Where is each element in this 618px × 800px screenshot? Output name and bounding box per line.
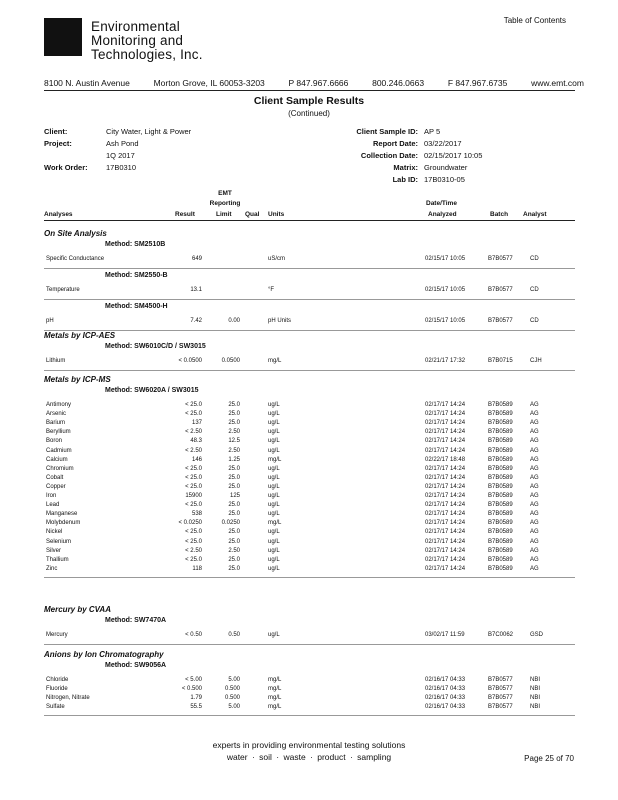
- cell-analyte: Lithium: [46, 358, 66, 364]
- cell-analyzed: 02/17/17 14:24: [425, 520, 466, 527]
- cell-analyzed: 02/17/17 14:24: [425, 474, 466, 481]
- cell-analyst: AG: [530, 438, 539, 445]
- cell-result: < 0.500: [181, 686, 202, 693]
- cell-batch: B7B0589: [488, 411, 513, 418]
- cell-limit: 2.50: [228, 547, 240, 554]
- cell-analyst: AG: [530, 474, 539, 481]
- cell-units: mg/L: [268, 358, 282, 364]
- cell-analyte: Chloride: [46, 677, 69, 683]
- col-header-datetime: Date/Time: [426, 200, 457, 207]
- cell-result: < 25.0: [185, 465, 202, 472]
- cell-limit: 25.0: [228, 402, 240, 408]
- cell-units: ug/L: [268, 511, 280, 518]
- cell-analyst: AG: [530, 520, 539, 527]
- cell-analyte: Beryllium: [46, 429, 71, 436]
- client-label: Client:: [44, 127, 68, 136]
- cell-batch: B7B0589: [488, 565, 513, 572]
- cell-units: pH Units: [268, 318, 292, 324]
- table-row: [0, 520, 618, 529]
- cell-analyzed: 02/17/17 14:24: [425, 547, 466, 554]
- cell-units: ug/L: [268, 483, 280, 490]
- cell-units: ug/L: [268, 429, 280, 436]
- cell-analyte: Selenium: [46, 538, 72, 545]
- table-row: [0, 411, 618, 420]
- cell-analyzed: 02/16/17 04:33: [425, 704, 466, 711]
- table-row: [0, 686, 618, 695]
- company-address: 8100 N. Austin Avenue Morton Grove, IL 60053-3203 P 847.967.6666 800.246.0663 F 847.967.6735 www.emt.com: [44, 78, 584, 88]
- cell-batch: B7B0577: [488, 256, 513, 262]
- cell-result: 55.5: [190, 704, 202, 711]
- cell-analyzed: 02/17/17 14:24: [425, 511, 466, 518]
- table-row: [0, 677, 618, 686]
- cell-limit: 5.00: [228, 704, 240, 711]
- cell-limit: 0.50: [228, 632, 240, 638]
- cell-limit: 25.0: [228, 538, 240, 545]
- report-date-label: Report Date:: [372, 139, 418, 148]
- method-label: Method: SM2550-B: [105, 272, 168, 279]
- table-row: [0, 557, 618, 566]
- cell-analyzed: 02/17/17 14:24: [425, 447, 466, 454]
- cell-units: ug/L: [268, 420, 280, 427]
- cell-limit: 25.0: [228, 556, 240, 563]
- cell-units: ug/L: [268, 538, 280, 545]
- cell-batch: B7B0589: [488, 402, 513, 408]
- cell-batch: B7B0715: [488, 358, 513, 364]
- cell-batch: B7B0589: [488, 520, 513, 527]
- cell-units: ug/L: [268, 565, 280, 572]
- cell-batch: B7B0589: [488, 420, 513, 427]
- cell-limit: 25.0: [228, 529, 240, 536]
- cell-units: ug/L: [268, 556, 280, 563]
- cell-units: ug/L: [268, 547, 280, 554]
- cell-analyst: AG: [530, 538, 539, 545]
- footer-services: water · soil · waste · product · sampling: [226, 752, 392, 762]
- method-label: Method: SW9056A: [105, 662, 167, 669]
- table-row: [0, 484, 618, 493]
- cell-analyte: pH: [46, 318, 54, 324]
- cell-analyzed: 02/16/17 04:33: [425, 695, 466, 702]
- cell-analyzed: 02/15/17 10:05: [425, 256, 466, 262]
- cell-analyst: NBI: [530, 677, 541, 683]
- cell-analyte: Specific Conductance: [46, 256, 105, 262]
- cell-analyzed: 02/17/17 14:24: [425, 420, 466, 427]
- cell-limit: 0.00: [228, 318, 240, 324]
- cell-result: < 25.0: [185, 502, 202, 509]
- cell-batch: B7B0589: [488, 429, 513, 436]
- table-row: [0, 704, 618, 713]
- cell-result: 1.79: [190, 695, 202, 702]
- cell-analyzed: 02/15/17 10:05: [425, 318, 466, 324]
- row-divider: [44, 299, 575, 300]
- cell-analyst: AG: [530, 402, 539, 408]
- cell-limit: 2.50: [228, 447, 240, 454]
- row-divider: [44, 268, 575, 269]
- col-header-analyzed: Analyzed: [428, 211, 457, 218]
- cell-analyst: AG: [530, 511, 539, 518]
- cell-batch: B7B0589: [488, 438, 513, 445]
- cell-analyte: Nickel: [46, 529, 63, 536]
- cell-analyzed: 02/17/17 14:24: [425, 402, 466, 408]
- cell-batch: B7C0062: [488, 632, 514, 638]
- project-period: 1Q 2017: [106, 151, 135, 160]
- cell-result: 137: [191, 420, 202, 427]
- cell-result: < 25.0: [185, 529, 202, 536]
- section-title: Metals by ICP-AES: [44, 331, 116, 340]
- cell-analyte: Iron: [46, 493, 57, 499]
- report-subtitle: (Continued): [288, 109, 330, 118]
- cell-result: < 25.0: [185, 556, 202, 563]
- footer-tagline: experts in providing environmental testing solutions: [212, 740, 406, 750]
- cell-analyst: AG: [530, 502, 539, 509]
- table-row: [0, 566, 618, 575]
- table-row: [0, 466, 618, 475]
- cell-analyte: Calcium: [46, 456, 68, 463]
- cell-units: mg/L: [268, 456, 282, 463]
- cell-analyte: Arsenic: [46, 411, 67, 418]
- cell-units: ug/L: [268, 465, 280, 472]
- cell-analyst: AG: [530, 429, 539, 436]
- cell-batch: B7B0589: [488, 538, 513, 545]
- cell-batch: B7B0589: [488, 529, 513, 536]
- cell-analyzed: 02/17/17 14:24: [425, 483, 466, 490]
- method-label: Method: SW6020A / SW3015: [105, 387, 199, 394]
- report-date-value: 03/22/2017: [424, 139, 462, 148]
- cell-analyst: CD: [530, 318, 539, 324]
- cell-limit: 125: [229, 493, 240, 499]
- cell-limit: 25.0: [228, 420, 240, 427]
- cell-analyte: Zinc: [46, 565, 58, 572]
- cell-result: 538: [191, 511, 202, 518]
- table-row: [0, 402, 618, 411]
- cell-analyte: Cobalt: [46, 474, 64, 481]
- cell-analyte: Manganese: [46, 511, 78, 518]
- section-title: Metals by ICP-MS: [44, 375, 111, 384]
- method-label: Method: SM4500-H: [105, 303, 168, 310]
- cell-analyst: AG: [530, 529, 539, 536]
- cell-analyte: Silver: [46, 547, 62, 554]
- cell-analyst: GSD: [530, 632, 544, 638]
- cell-analyte: Nitrogen, Nitrate: [46, 695, 90, 702]
- cell-analyst: AG: [530, 420, 539, 427]
- collection-date-label: Collection Date:: [360, 151, 418, 160]
- section-title: Mercury by CVAA: [44, 605, 111, 614]
- cell-analyst: NBI: [530, 695, 541, 702]
- cell-analyte: Mercury: [46, 632, 68, 638]
- cell-units: ug/L: [268, 493, 280, 499]
- cell-analyst: CD: [530, 287, 539, 293]
- col-header-analyst: Analyst: [523, 211, 547, 218]
- cell-analyte: Fluoride: [46, 686, 68, 693]
- cell-result: < 2.50: [185, 547, 202, 554]
- cell-analyzed: 02/16/17 04:33: [425, 686, 466, 693]
- cell-analyte: Barium: [46, 420, 66, 427]
- col-header-batch: Batch: [490, 211, 509, 218]
- client-value: City Water, Light & Power: [106, 127, 192, 136]
- cell-result: 48.3: [190, 438, 202, 445]
- sample-id-value: AP 5: [424, 127, 441, 136]
- cell-limit: 0.500: [224, 686, 240, 693]
- cell-result: 15900: [185, 493, 202, 499]
- project-label: Project:: [44, 139, 72, 148]
- cell-analyzed: 02/17/17 14:24: [425, 565, 466, 572]
- cell-analyst: AG: [530, 447, 539, 454]
- column-header-divider: [44, 220, 575, 221]
- cell-batch: B7B0589: [488, 493, 513, 499]
- table-row: [0, 493, 618, 502]
- table-of-contents-link[interactable]: Table of Contents: [503, 16, 566, 25]
- cell-units: ug/L: [268, 474, 280, 481]
- work-order-label: Work Order:: [44, 163, 88, 172]
- cell-analyte: Antimony: [46, 402, 72, 408]
- cell-analyte: Thallium: [46, 556, 69, 563]
- cell-batch: B7B0589: [488, 556, 513, 563]
- cell-analyst: AG: [530, 493, 539, 499]
- cell-batch: B7B0589: [488, 502, 513, 509]
- cell-limit: 25.0: [228, 511, 240, 518]
- work-order-value: 17B0310: [106, 163, 137, 172]
- collection-date-value: 02/15/2017 10:05: [424, 151, 483, 160]
- method-label: Method: SW7470A: [105, 617, 167, 624]
- cell-units: ug/L: [268, 411, 280, 418]
- cell-analyte: Cadmium: [46, 447, 72, 454]
- cell-result: 7.42: [190, 318, 202, 324]
- cell-analyst: AG: [530, 411, 539, 418]
- cell-analyte: Sulfate: [46, 704, 65, 711]
- col-header-emt: EMT: [218, 190, 232, 197]
- cell-analyzed: 02/17/17 14:24: [425, 465, 466, 472]
- col-header-result: Result: [175, 211, 195, 218]
- cell-batch: B7B0589: [488, 483, 513, 490]
- row-divider: [44, 577, 575, 578]
- cell-result: < 25.0: [185, 402, 202, 408]
- cell-analyst: CJH: [530, 358, 542, 364]
- cell-analyzed: 02/21/17 17:32: [425, 358, 466, 364]
- cell-result: < 0.0500: [178, 358, 202, 364]
- cell-analyst: AG: [530, 456, 539, 463]
- cell-limit: 25.0: [228, 565, 240, 572]
- row-divider: [44, 370, 575, 371]
- cell-analyzed: 02/17/17 14:24: [425, 411, 466, 418]
- cell-batch: B7B0577: [488, 677, 513, 683]
- matrix-label: Matrix:: [393, 163, 418, 172]
- company-name: Environmental Monitoring and Technologies, Inc.: [91, 19, 203, 62]
- cell-analyzed: 02/22/17 18:48: [425, 456, 466, 463]
- table-row: [0, 457, 618, 466]
- table-row: [0, 539, 618, 548]
- cell-analyst: NBI: [530, 686, 541, 693]
- cell-units: mg/L: [268, 520, 282, 527]
- cell-result: 649: [191, 256, 202, 262]
- cell-result: 13.1: [190, 287, 202, 293]
- cell-result: 146: [191, 456, 202, 463]
- cell-batch: B7B0577: [488, 686, 513, 693]
- table-row: [0, 429, 618, 438]
- cell-analyte: Boron: [46, 438, 63, 445]
- sample-id-label: Client Sample ID:: [356, 127, 418, 136]
- cell-analyzed: 02/16/17 04:33: [425, 677, 466, 683]
- table-row: [0, 475, 618, 484]
- cell-analyzed: 02/17/17 14:24: [425, 429, 466, 436]
- cell-limit: 25.0: [228, 474, 240, 481]
- cell-result: < 25.0: [185, 474, 202, 481]
- cell-limit: 0.0500: [221, 358, 240, 364]
- table-row: [0, 632, 618, 641]
- cell-units: ug/L: [268, 632, 280, 638]
- cell-batch: B7B0577: [488, 287, 513, 293]
- cell-result: < 25.0: [185, 538, 202, 545]
- cell-analyte: Molybdenum: [46, 520, 81, 527]
- cell-batch: B7B0589: [488, 474, 513, 481]
- project-value: Ash Pond: [106, 139, 139, 148]
- cell-result: < 0.0250: [178, 520, 202, 527]
- cell-units: ug/L: [268, 438, 280, 445]
- cell-limit: 0.500: [224, 695, 240, 702]
- cell-limit: 0.0250: [221, 520, 240, 527]
- cell-units: mg/L: [268, 677, 282, 683]
- cell-batch: B7B0589: [488, 447, 513, 454]
- cell-units: ug/L: [268, 529, 280, 536]
- lab-id-value: 17B0310-05: [424, 175, 465, 184]
- cell-analyzed: 02/15/17 10:05: [425, 287, 466, 293]
- cell-batch: B7B0589: [488, 465, 513, 472]
- cell-limit: 1.25: [228, 456, 240, 463]
- col-header-qual: Qual: [245, 211, 260, 218]
- col-header-analyses: Analyses: [44, 211, 73, 218]
- table-row: [0, 548, 618, 557]
- method-label: Method: SW6010C/D / SW3015: [105, 343, 206, 350]
- cell-limit: 25.0: [228, 411, 240, 418]
- page-number: Page 25 of 70: [524, 754, 574, 763]
- cell-analyst: AG: [530, 483, 539, 490]
- cell-analyte: Chromium: [46, 465, 74, 472]
- section-title: On Site Analysis: [44, 229, 107, 238]
- method-label: Method: SM2510B: [105, 241, 166, 248]
- table-row: [0, 448, 618, 457]
- cell-batch: B7B0589: [488, 456, 513, 463]
- table-row: [0, 358, 618, 367]
- cell-analyzed: 02/17/17 14:24: [425, 538, 466, 545]
- cell-batch: B7B0589: [488, 511, 513, 518]
- table-row: [0, 256, 618, 265]
- col-header-limit: Limit: [216, 211, 232, 218]
- row-divider: [44, 330, 575, 331]
- cell-limit: 12.5: [228, 438, 240, 445]
- col-header-reporting: Reporting: [209, 200, 241, 207]
- cell-result: < 2.50: [185, 447, 202, 454]
- cell-units: uS/cm: [268, 256, 286, 262]
- row-divider: [44, 715, 575, 716]
- matrix-value: Groundwater: [424, 163, 468, 172]
- cell-result: < 5.00: [185, 677, 202, 683]
- cell-limit: 5.00: [228, 677, 240, 683]
- cell-analyzed: 03/02/17 11:59: [425, 632, 465, 638]
- cell-limit: 25.0: [228, 483, 240, 490]
- cell-analyst: AG: [530, 556, 539, 563]
- company-logo: [44, 18, 82, 56]
- cell-analyzed: 02/17/17 14:24: [425, 438, 466, 445]
- cell-analyst: NBI: [530, 704, 541, 711]
- cell-limit: 25.0: [228, 502, 240, 509]
- cell-analyst: AG: [530, 547, 539, 554]
- cell-units: mg/L: [268, 695, 282, 702]
- cell-units: °F: [268, 287, 275, 293]
- cell-analyte: Temperature: [46, 287, 80, 293]
- cell-analyst: AG: [530, 565, 539, 572]
- table-row: [0, 529, 618, 538]
- cell-analyzed: 02/17/17 14:24: [425, 556, 466, 563]
- lab-id-label: Lab ID:: [392, 175, 418, 184]
- table-row: [0, 511, 618, 520]
- table-row: [0, 287, 618, 296]
- cell-analyzed: 02/17/17 14:24: [425, 493, 466, 499]
- table-row: [0, 695, 618, 704]
- cell-batch: B7B0577: [488, 695, 513, 702]
- cell-units: mg/L: [268, 704, 282, 711]
- header-divider: [44, 90, 575, 91]
- cell-analyte: Copper: [46, 483, 66, 490]
- cell-units: ug/L: [268, 447, 280, 454]
- cell-result: < 0.50: [185, 632, 202, 638]
- cell-limit: 2.50: [228, 429, 240, 436]
- cell-result: 118: [192, 565, 202, 572]
- table-row: [0, 420, 618, 429]
- cell-units: ug/L: [268, 402, 280, 408]
- table-row: [0, 438, 618, 447]
- cell-analyst: CD: [530, 256, 539, 262]
- cell-analyzed: 02/17/17 14:24: [425, 502, 466, 509]
- cell-analyte: Lead: [46, 502, 60, 509]
- cell-batch: B7B0589: [488, 547, 513, 554]
- cell-limit: 25.0: [228, 465, 240, 472]
- col-header-units: Units: [268, 211, 285, 218]
- report-title: Client Sample Results: [253, 95, 365, 107]
- cell-result: < 25.0: [185, 483, 202, 490]
- cell-analyzed: 02/17/17 14:24: [425, 529, 466, 536]
- row-divider: [44, 644, 575, 645]
- section-title: Anions by Ion Chromatography: [44, 650, 164, 659]
- cell-batch: B7B0577: [488, 318, 513, 324]
- cell-units: mg/L: [268, 686, 282, 693]
- table-row: [0, 502, 618, 511]
- cell-batch: B7B0577: [488, 704, 513, 711]
- cell-result: < 25.0: [185, 411, 202, 418]
- cell-units: ug/L: [268, 502, 280, 509]
- cell-result: < 2.50: [185, 429, 202, 436]
- cell-analyst: AG: [530, 465, 539, 472]
- table-row: [0, 318, 618, 327]
